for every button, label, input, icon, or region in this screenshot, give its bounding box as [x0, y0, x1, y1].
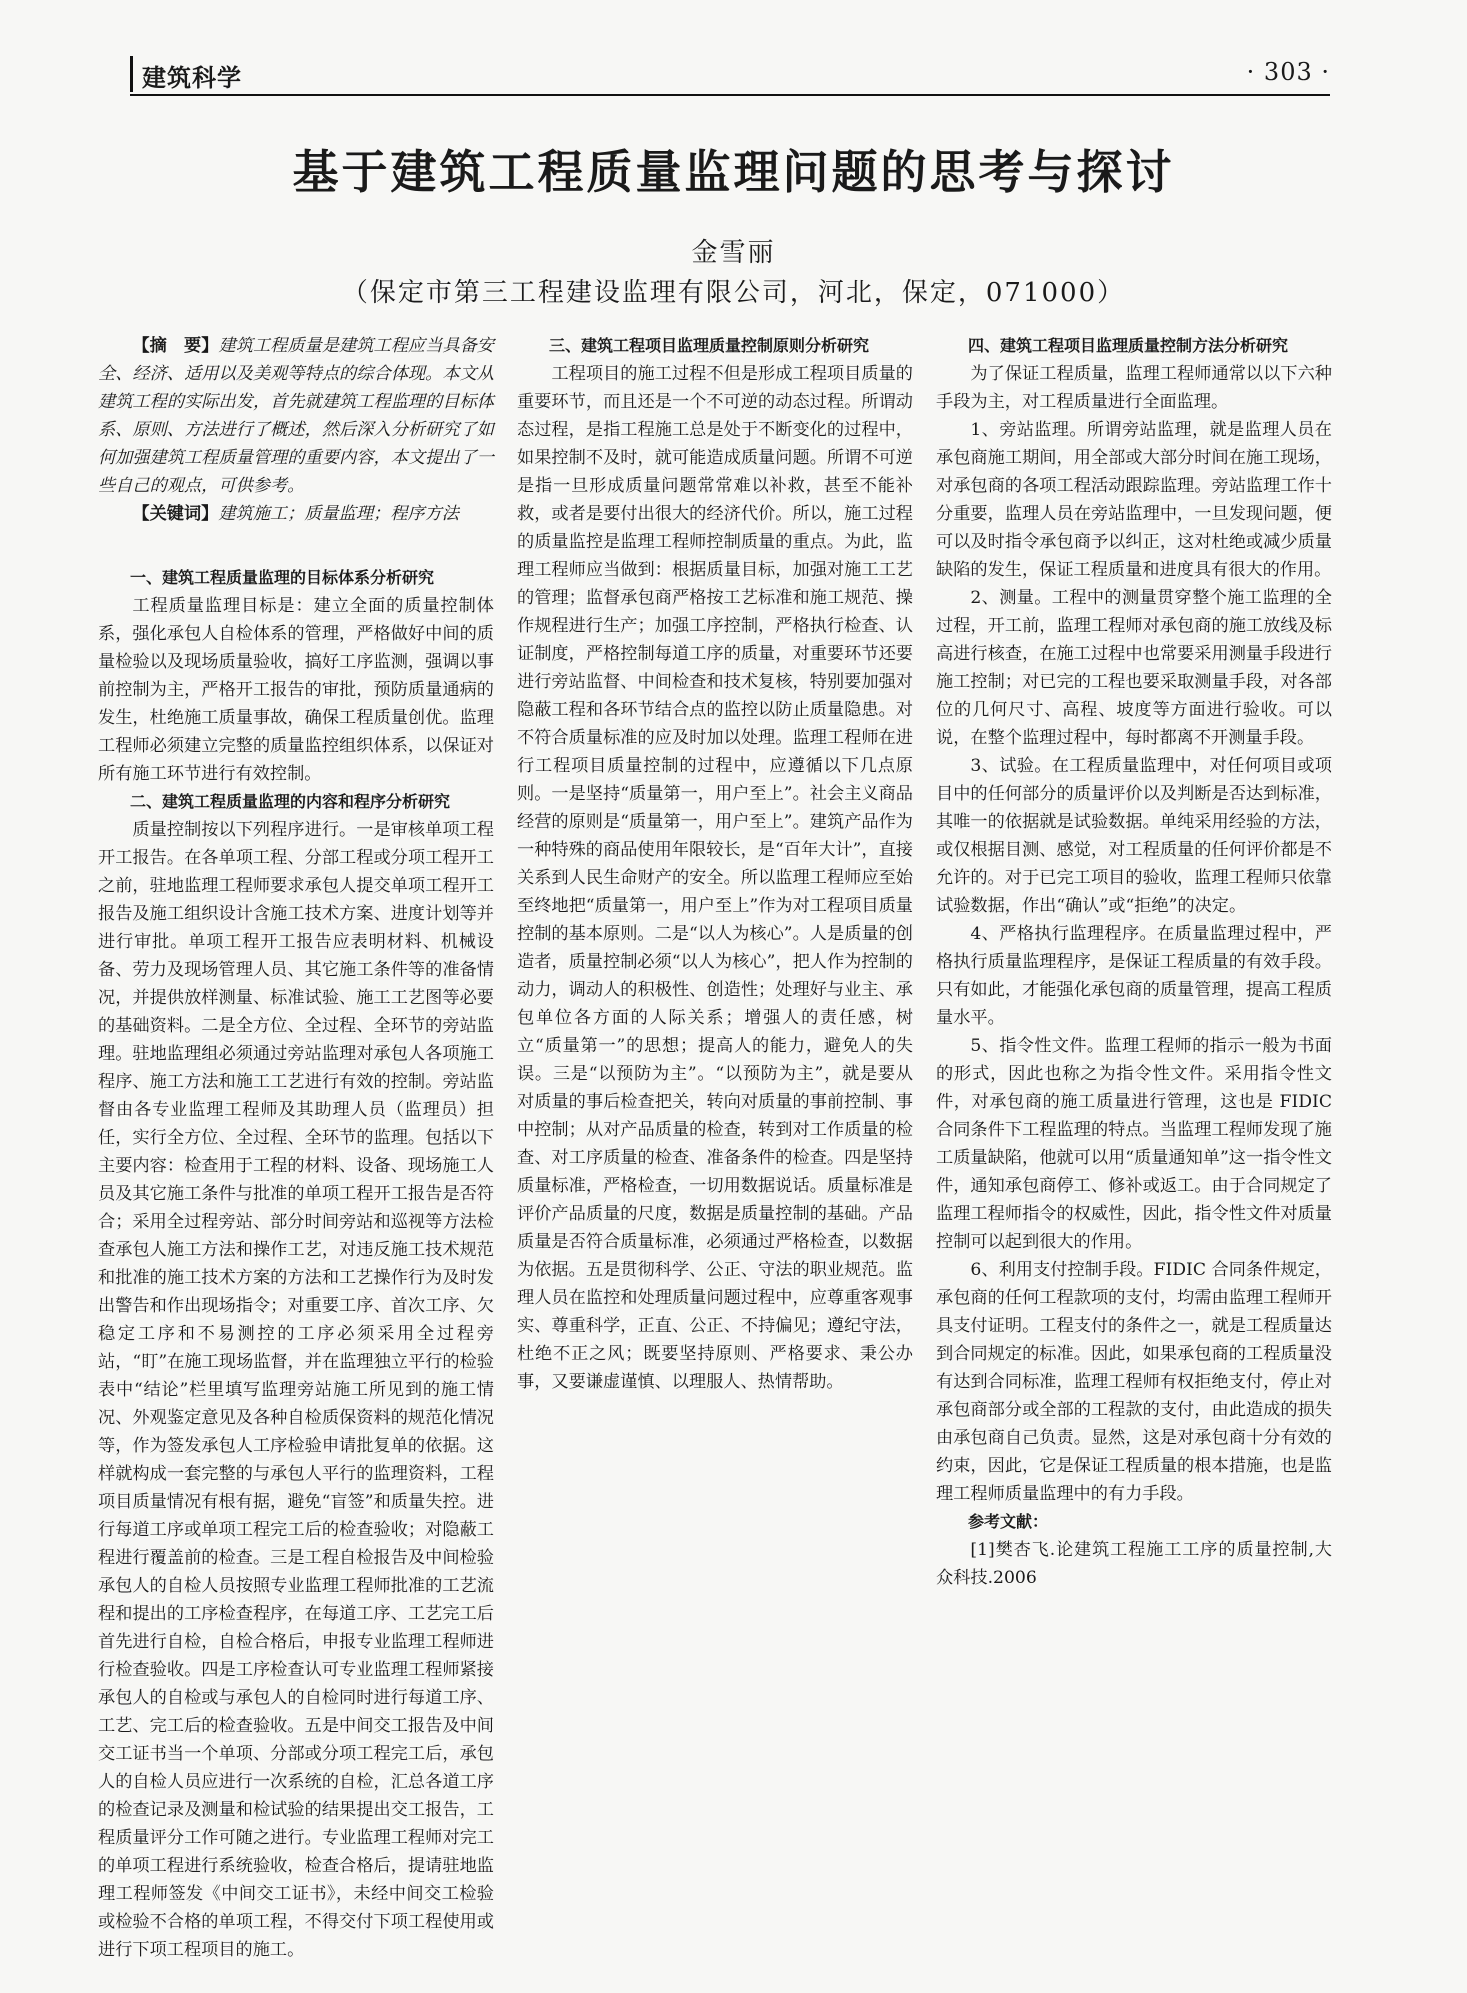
section-3-heading: 三、建筑工程项目监理质量控制原则分析研究: [549, 336, 870, 355]
section-4-intro: 为了保证工程质量，监理工程师通常以以下六种手段为主，对工程质量进行全面监理。: [936, 364, 1332, 412]
abstract-label: 【摘 要】: [132, 336, 219, 356]
section-4-item-5: 5、指令性文件。监理工程师的指示一般为书面的形式，因此也称之为指令性文件。采用指令性文件，对承包商的施工质量进行管理，这也是 FIDIC 合同条件下工程监理的特点。当监理工程师发现了施工质量缺陷，他就可以用“质量通知单”这一指令性文件，通知承包商停工、修补或返工。由于合同规定了监理工程师指令的权威性，因此，指令性文件对质量控制可以起到很大的作用。: [936, 1036, 1332, 1252]
section-1-heading: 一、建筑工程质量监理的目标体系分析研究: [130, 568, 435, 587]
reference-1: [1]樊杏飞.论建筑工程施工工序的质量控制,大众科技.2006: [936, 1540, 1332, 1588]
section-4-item-2: 2、测量。工程中的测量贯穿整个施工监理的全过程，开工前，监理工程师对承包商的施工放线及标高进行核查，在施工过程中也常要采用测量手段进行施工控制；对已完的工程也要采取测量手段，对各部位的几何尺寸、高程、坡度等方面进行验收。可以说，在整个监理过程中，每时都离不开测量手段。: [936, 588, 1332, 748]
running-header: [130, 56, 1330, 96]
author-name: 金雪丽: [691, 238, 776, 268]
section-1-paragraph: 工程质量监理目标是：建立全面的质量控制体系，强化承包人自检体系的管理，严格做好中间的质量检验以及现场质量验收，搞好工序监测，强调以事前控制为主，严格开工报告的审批，预防质量通病的发生，杜绝施工质量事故，确保工程质量创优。监理工程师必须建立完整的质量监控组织体系，以保证对所有施工环节进行有效控制。: [98, 596, 494, 784]
header-rule: [130, 94, 1330, 96]
keywords: [98, 500, 494, 528]
header-left-rule: [130, 56, 133, 92]
section-4-item-3: 3、试验。在工程质量监理中，对任何项目或项目中的任何部分的质量评价以及判断是否达到标准，其唯一的依据就是试验数据。单纯采用经验的方法，或仅根据目测、感觉，对工程质量的任何评价都是不允许的。对于已完工项目的验收，监理工程师只依靠试验数据，作出“确认”或“拒绝”的决定。: [936, 756, 1332, 916]
journal-name: 建筑科学: [142, 64, 242, 92]
abstract: [98, 332, 494, 500]
article-title: 基于建筑工程质量监理问题的思考与探讨: [292, 145, 1175, 199]
section-4-heading: 四、建筑工程项目监理质量控制方法分析研究: [968, 336, 1289, 355]
spacer: [98, 528, 494, 564]
page-number: · 303 ·: [1246, 58, 1330, 86]
abstract-text: 建筑工程质量是建筑工程应当具备安全、经济、适用以及美观等特点的综合体现。本文从建筑工程的实际出发，首先就建筑工程监理的目标体系、原则、方法进行了概述，然后深入分析研究了如何加强建筑工程质量管理的重要内容，本文提出了一些自己的观点，可供参考。: [98, 336, 494, 496]
section-4-item-6: 6、利用支付控制手段。FIDIC 合同条件规定，承包商的任何工程款项的支付，均需由监理工程师开具支付证明。工程支付的条件之一，就是工程质量达到合同规定的标准。因此，如果承包商的工程质量没有达到合同标准，监理工程师有权拒绝支付，停止对承包商部分或全部的工程款的支付，由此造成的损失由承包商自己负责。显然，这是对承包商十分有效的约束，因此，它是保证工程质量的根本措施，也是监理工程师质量监理中的有力手段。: [936, 1260, 1332, 1504]
author-affiliation: （保定市第三工程建设监理有限公司，河北，保定，071000）: [341, 278, 1126, 308]
keywords-label: 【关键词】: [132, 504, 219, 524]
column-1: [98, 332, 494, 1964]
section-4-item-1: 1、旁站监理。所谓旁站监理，就是监理人员在承包商施工期间，用全部或大部分时间在施工现场，对承包商的各项工程活动跟踪监理。旁站监理工作十分重要，监理人员在旁站监理中，一旦发现问题，便可以及时指令承包商予以纠正，这对杜绝或减少质量缺陷的发生，保证工程质量和进度具有很大的作用。: [936, 420, 1332, 580]
column-3: [936, 332, 1332, 1592]
section-4-item-4: 4、严格执行监理程序。在质量监理过程中，严格执行质量监理程序，是保证工程质量的有效手段。只有如此，才能强化承包商的质量管理，提高工程质量水平。: [936, 924, 1332, 1028]
section-2-heading: 二、建筑工程质量监理的内容和程序分析研究: [130, 792, 451, 811]
column-2: [517, 332, 913, 1396]
section-2-paragraph: 质量控制按以下列程序进行。一是审核单项工程开工报告。在各单项工程、分部工程或分项工程开工之前，驻地监理工程师要求承包人提交单项工程开工报告及施工组织设计含施工技术方案、进度计划等并进行审批。单项工程开工报告应表明材料、机械设备、劳力及现场管理人员、其它施工条件等的准备情况，并提供放样测量、标准试验、施工工艺图等必要的基础资料。二是全方位、全过程、全环节的旁站监理。驻地监理组必须通过旁站监理对承包人各项施工程序、施工方法和施工工艺进行有效的控制。旁站监督由各专业监理工程师及其助理人员（监理员）担任，实行全方位、全过程、全环节的监理。包括以下主要内容：检查用于工程的材料、设备、现场施工人员及其它施工条件与批准的单项工程开工报告是否符合；采用全过程旁站、部分时间旁站和巡视等方法检查承包人施工方法和操作工艺，对违反施工技术规范和批准的施工技术方案的方法和工艺操作行为及时发出警告和作出现场指令；对重要工序、首次工序、欠稳定工序和不易测控的工序必须采用全过程旁站，“盯”在施工现场监督，并在监理独立平行的检验表中“结论”栏里填写监理旁站施工所见到的施工情况、外观鉴定意见及各种自检质保资料的规范化情况等，作为签发承包人工序检验申请批复单的依据。这样就构成一套完整的与承包人平行的监理资料，工程项目质量情况有根有据，避免“盲签”和质量失控。进行每道工序或单项工程完工后的检查验收；对隐蔽工程进行覆盖前的检查。三是工程自检报告及中间检验承包人的自检人员按照专业监理工程师批准的工艺流程和提出的工序检查程序，在每道工序、工艺完工后首先进行自检，自检合格后，申报专业监理工程师进行检查验收。四是工序检查认可专业监理工程师紧接承包人的自检或与承包人的自检同时进行每道工序、工艺、完工后的检查验收。五是中间交工报告及中间交工证书当一个单项、分部或分项工程完工后，承包人的自检人员应进行一次系统的自检，汇总各道工序的检查记录及测量和检试验的结果提出交工报告，工程质量评分工作可随之进行。专业监理工程师对完工的单项工程进行系统验收，检查合格后，提请驻地监理工程师签发《中间交工证书》，未经中间交工检验或检验不合格的单项工程，不得交付下项工程使用或进行下项工程项目的施工。: [98, 820, 494, 1960]
section-3-paragraph: 工程项目的施工过程不但是形成工程项目质量的重要环节，而且还是一个不可逆的动态过程。所谓动态过程，是指工程施工总是处于不断变化的过程中，如果控制不及时，就可能造成质量问题。所谓不可逆是指一旦形成质量问题常常难以补救，甚至不能补救，或者是要付出很大的经济代价。所以，施工过程的质量监控是监理工程师控制质量的重点。为此，监理工程师应当做到：根据质量目标，加强对施工工艺的管理；监督承包商严格按工艺标准和施工规范、操作规程进行生产；加强工序控制，严格执行检查、认证制度，严格控制每道工序的质量，对重要环节还要进行旁站监督、中间检查和技术复核，特别要加强对隐蔽工程和各环节结合点的监控以防止质量隐患。对不符合质量标准的应及时加以处理。监理工程师在进行工程项目质量控制的过程中，应遵循以下几点原则。一是坚持“质量第一，用户至上”。社会主义商品经营的原则是“质量第一，用户至上”。建筑产品作为一种特殊的商品使用年限较长，是“百年大计”，直接关系到人民生命财产的安全。所以监理工程师应至始至终地把“质量第一，用户至上”作为对工程项目质量控制的基本原则。二是“以人为核心”。人是质量的创造者，质量控制必须“以人为核心”，把人作为控制的动力，调动人的积极性、创造性；处理好与业主、承包单位各方面的人际关系；增强人的责任感，树立“质量第一”的思想；提高人的能力，避免人的失误。三是“以预防为主”。“以预防为主”，就是要从对质量的事后检查把关，转向对质量的事前控制、事中控制；从对产品质量的检查，转到对工作质量的检查、对工序质量的检查、准备条件的检查。四是坚持质量标准，严格检查，一切用数据说话。质量标准是评价产品质量的尺度，数据是质量控制的基础。产品质量是否符合质量标准，必须通过严格检查，以数据为依据。五是贯彻科学、公正、守法的职业规范。监理人员在监控和处理质量问题过程中，应尊重客观事实、尊重科学，正直、公正、不持偏见；遵纪守法，杜绝不正之风；既要坚持原则、严格要求、秉公办事，又要谦虚谨慎、以理服人、热情帮助。: [517, 364, 913, 1392]
references-heading: 参考文献：: [968, 1512, 1049, 1531]
keywords-text: 建筑施工；质量监理；程序方法: [218, 504, 459, 524]
